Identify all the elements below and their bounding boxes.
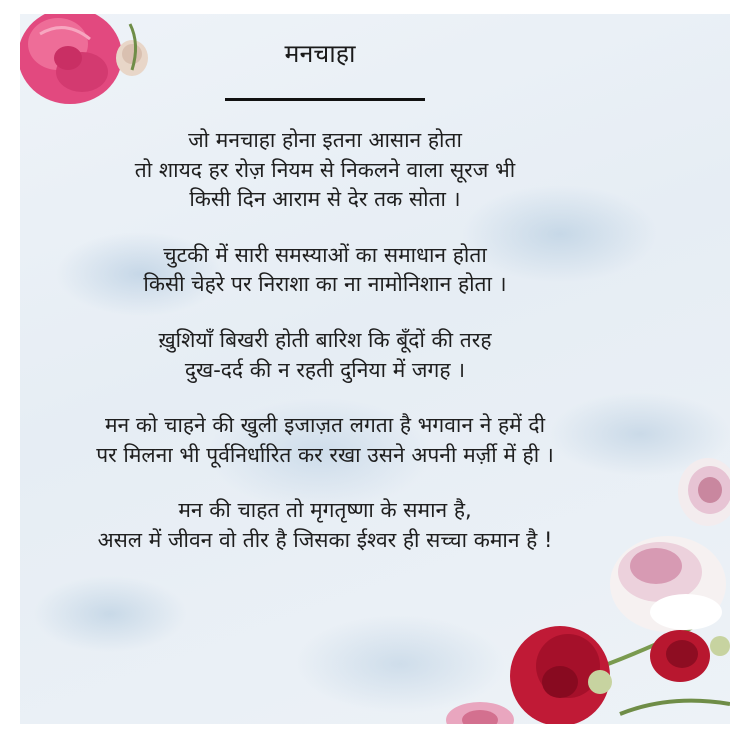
poem-title: मनचाहा [284,39,356,68]
poem-line: जो मनचाहा होना इतना आसान होता [188,128,462,152]
stanza [20,496,630,555]
poem-line: किसी दिन आराम से देर तक सोता । [189,187,461,212]
poem-line: चुटकी में सारी समस्याओं का समाधान होता [163,242,487,267]
poem-line: तो शायद हर रोज़ नियम से निकलने वाला सूरज भी [134,157,516,182]
stanza [20,241,630,300]
poem-line: ख़ुशियाँ बिखरी होती बारिश कि बूँदों की तरह [158,327,492,352]
stanza [20,411,630,470]
poem-body [20,126,630,582]
poem-line: मन को चाहने की खुली इजाज़त लगता है भगवान ने हमें दी [104,413,546,438]
stanza [20,326,630,385]
title-divider [225,98,425,101]
stanza [20,126,630,215]
poem-line: दुख-दर्द की न रहती दुनिया में जगह । [184,357,466,382]
poem-line: पर मिलना भी पूर्वनिर्धारित कर रखा उसने अपनी मर्ज़ी में ही । [96,442,554,467]
poem-card [20,14,730,724]
poem-line: मन की चाहत तो मृगतृष्णा के समान है, [178,498,472,523]
poem-line: असल में जीवन वो तीर है जिसका ईश्वर ही सच्चा कमान है ! [97,527,553,552]
poem-line: किसी चेहरे पर निराशा का ना नामोनिशान होता । [143,272,507,297]
